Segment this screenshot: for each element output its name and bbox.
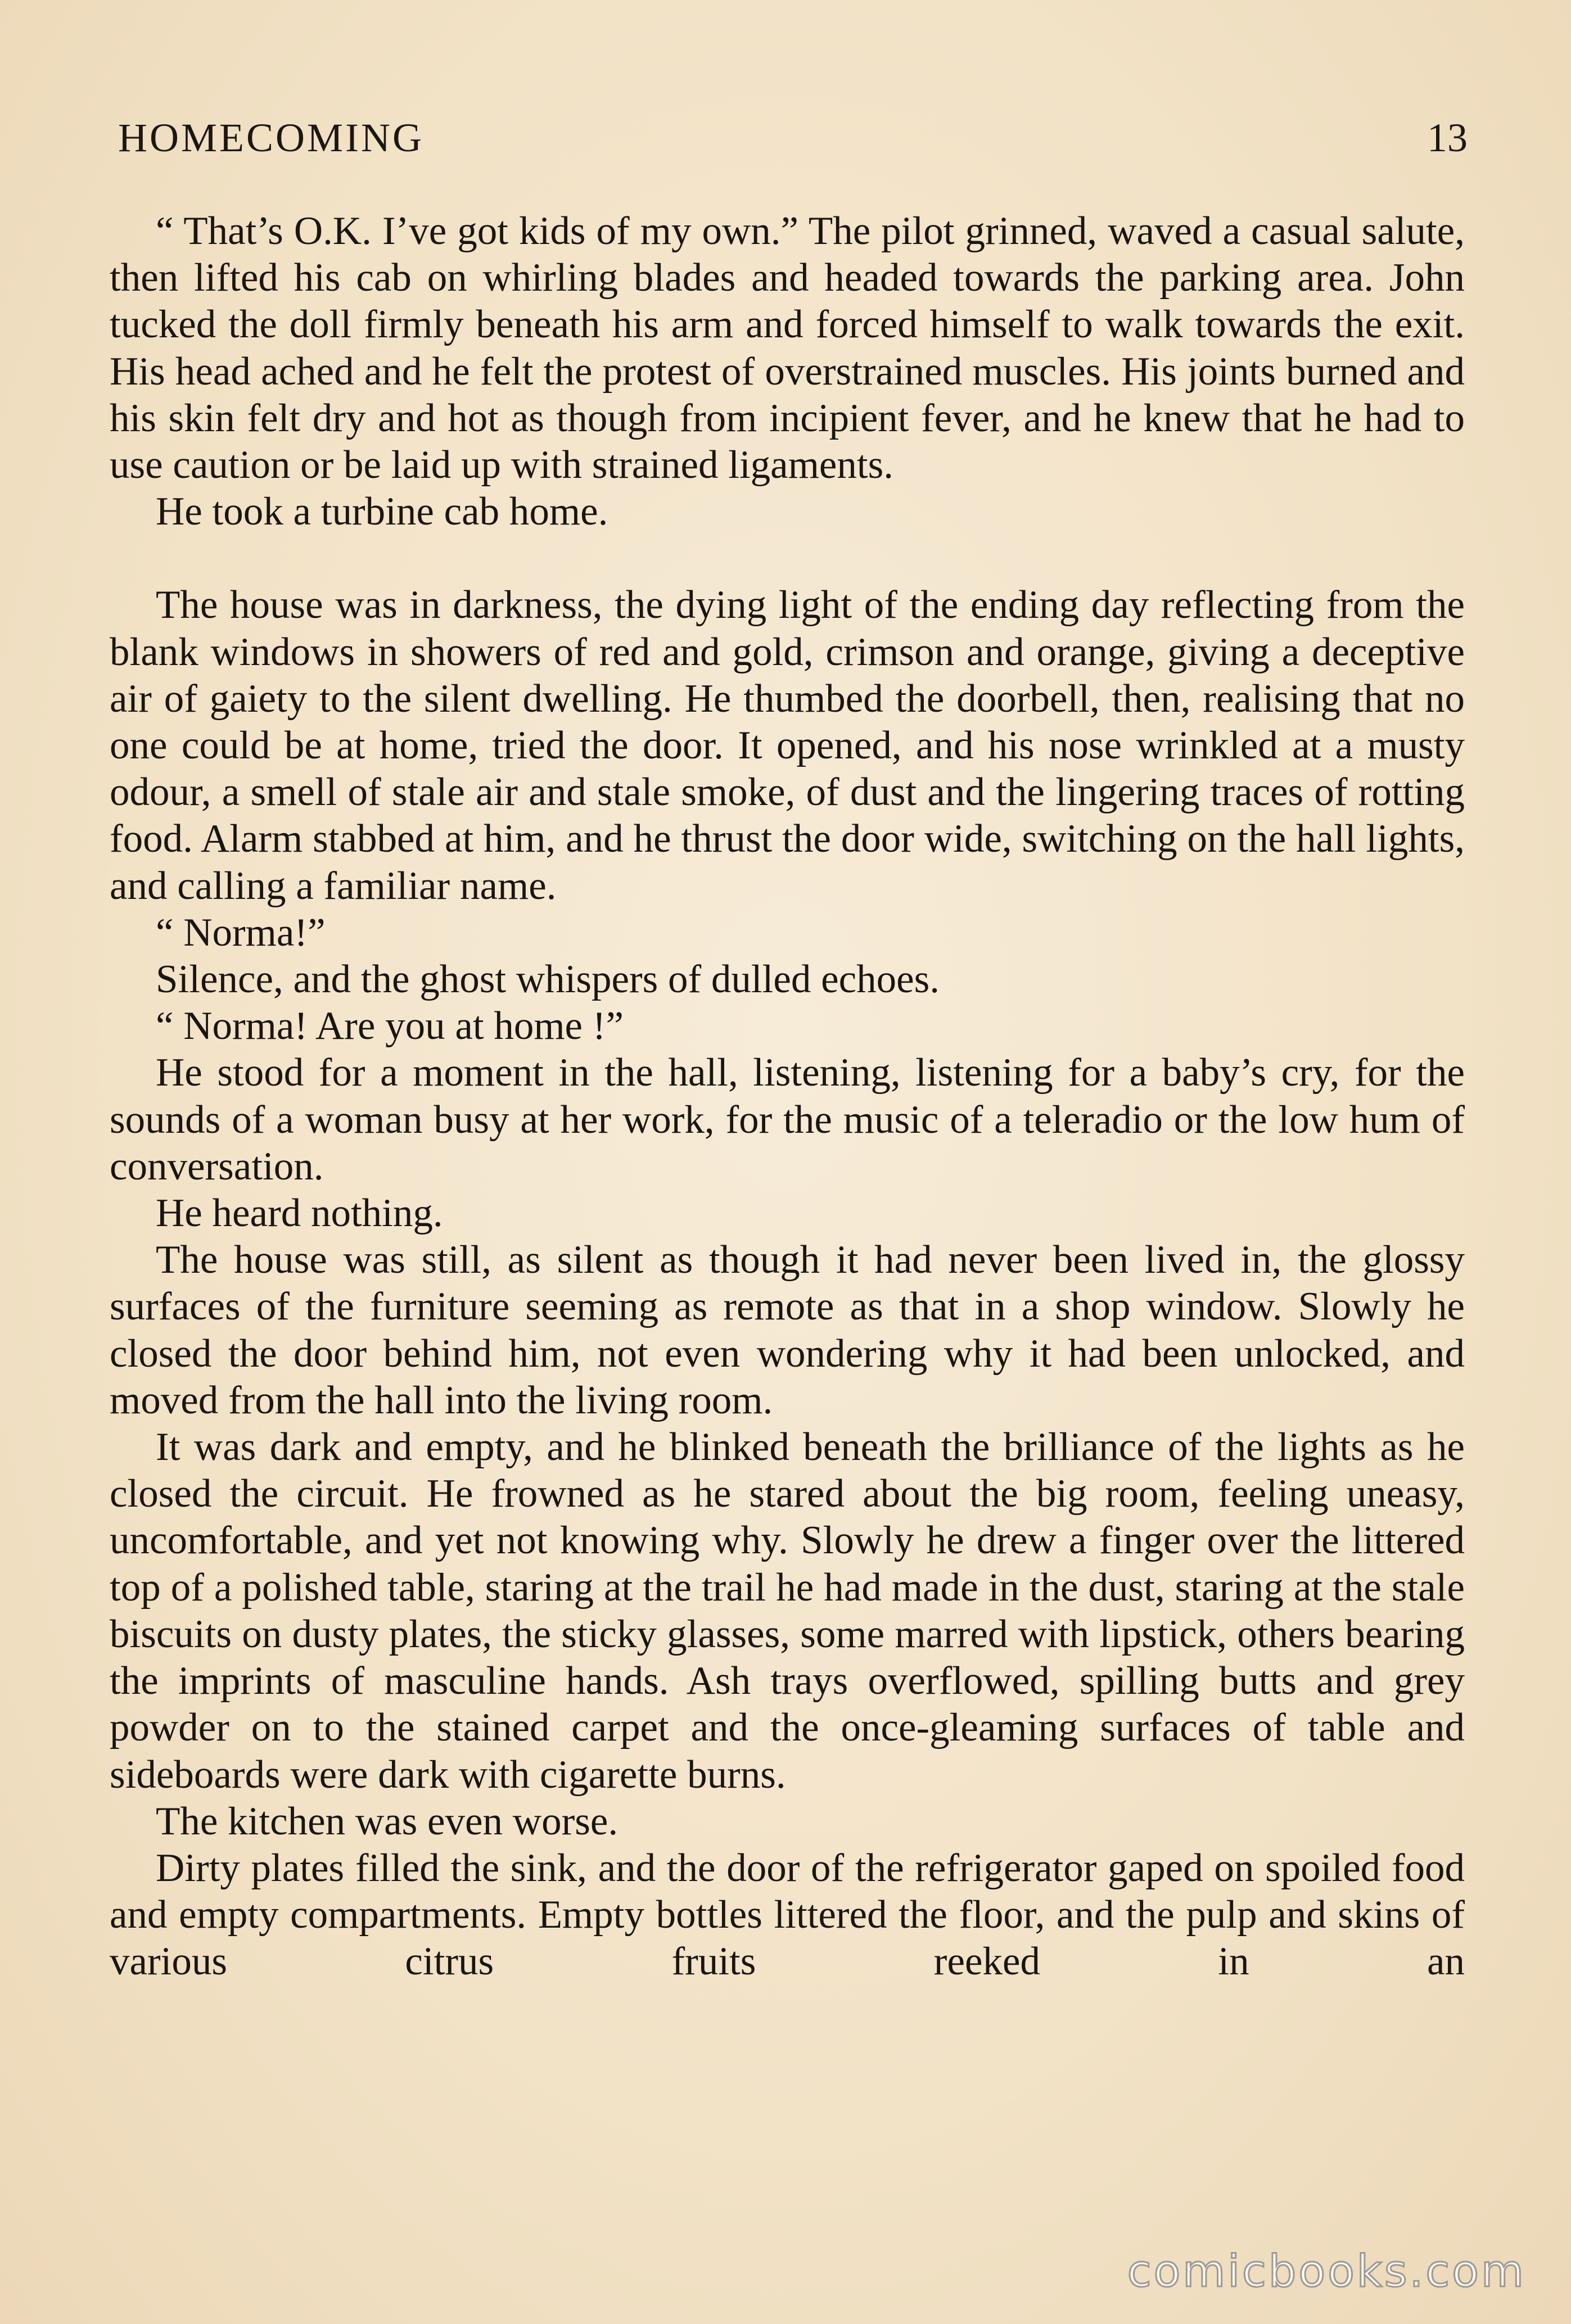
paragraph-pilot-departs: “ That’s O.K. I’ve got kids of my own.” The pilot grinned, waved a casual salute, then lifted his cab on whirling blades and headed towards the parking area. John tucked the doll firmly beneath his arm and forced himself to walk towards the exit. His head ached and he felt the protest of overstrained muscles. His joints burned and his skin felt dry and hot as though from incipient fever, and he knew that he had to use caution or be laid up with strained ligaments. (110, 209, 1465, 487)
paragraph-house-in-darkness: The house was in darkness, the dying light of the ending day reflecting from the blank windows in showers of red and gold, crimson and orange, giving a deceptive air of gaiety to the silent dwelling. He thumbed the doorbell, then, realising that no one could be at home, tried the door. It opened, and his nose wrinkled at a musty odour, a smell of stale air and stale smoke, of dust and the lingering traces of rotting food. Alarm stabbed at him, and he thrust the door wide, switching on the hall lights, and calling a familiar name. (110, 583, 1465, 908)
running-head (118, 110, 1468, 166)
body-text (110, 208, 1465, 1986)
paragraph-silence: Silence, and the ghost whispers of dulled echoes. (156, 957, 940, 1002)
paragraph-turbine-cab: He took a turbine cab home. (156, 490, 608, 534)
paragraph-house-still: The house was still, as silent as though it had never been lived in, the glossy surfaces of the furniture seeming as remote as that in a shop window. Slowly he closed the door behind him, not even wondering why it had been unlocked, and moved from the hall into the living room. (110, 1238, 1465, 1422)
watermark-logo: comicbooks.com (1127, 2246, 1526, 2297)
dialogue-are-you-at-home: “ Norma! Are you at home !” (156, 1004, 624, 1048)
paragraph-kitchen-worse: The kitchen was even worse. (156, 1799, 619, 1843)
paragraph-dirty-plates: Dirty plates filled the sink, and the door of the refrigerator gaped on spoiled food and empty compartments. Empty bottles littered the floor, and the pulp and skins of various citrus fruits reeked in an (110, 1846, 1465, 1984)
section-break (110, 535, 1465, 582)
paragraph-heard-nothing: He heard nothing. (156, 1191, 443, 1236)
page-number: 13 (1427, 115, 1468, 160)
paragraph-living-room: It was dark and empty, and he blinked beneath the brilliance of the lights as he closed the circuit. He frowned as he stared about the big room, feeling uneasy, uncomfortable, and yet not knowing why. Slowly he drew a finger over the littered top of a polished table, staring at the trail he had made in the dust, staring at the stale biscuits on dusty plates, the sticky glasses, some marred with lipstick, others bearing the imprints of masculine hands. Ash trays overflowed, spilling butts and grey powder on to the stained carpet and the once-gleaming surfaces of table and sideboards were dark with cigarette burns. (110, 1425, 1465, 1797)
running-title: HOMECOMING (118, 115, 424, 160)
paragraph-stood-in-hall: He stood for a moment in the hall, listening, listening for a baby’s cry, for the sounds of a woman busy at her work, for the music of a teleradio or the low hum of conversation. (110, 1051, 1465, 1188)
dialogue-norma-call: “ Norma!” (156, 910, 326, 955)
